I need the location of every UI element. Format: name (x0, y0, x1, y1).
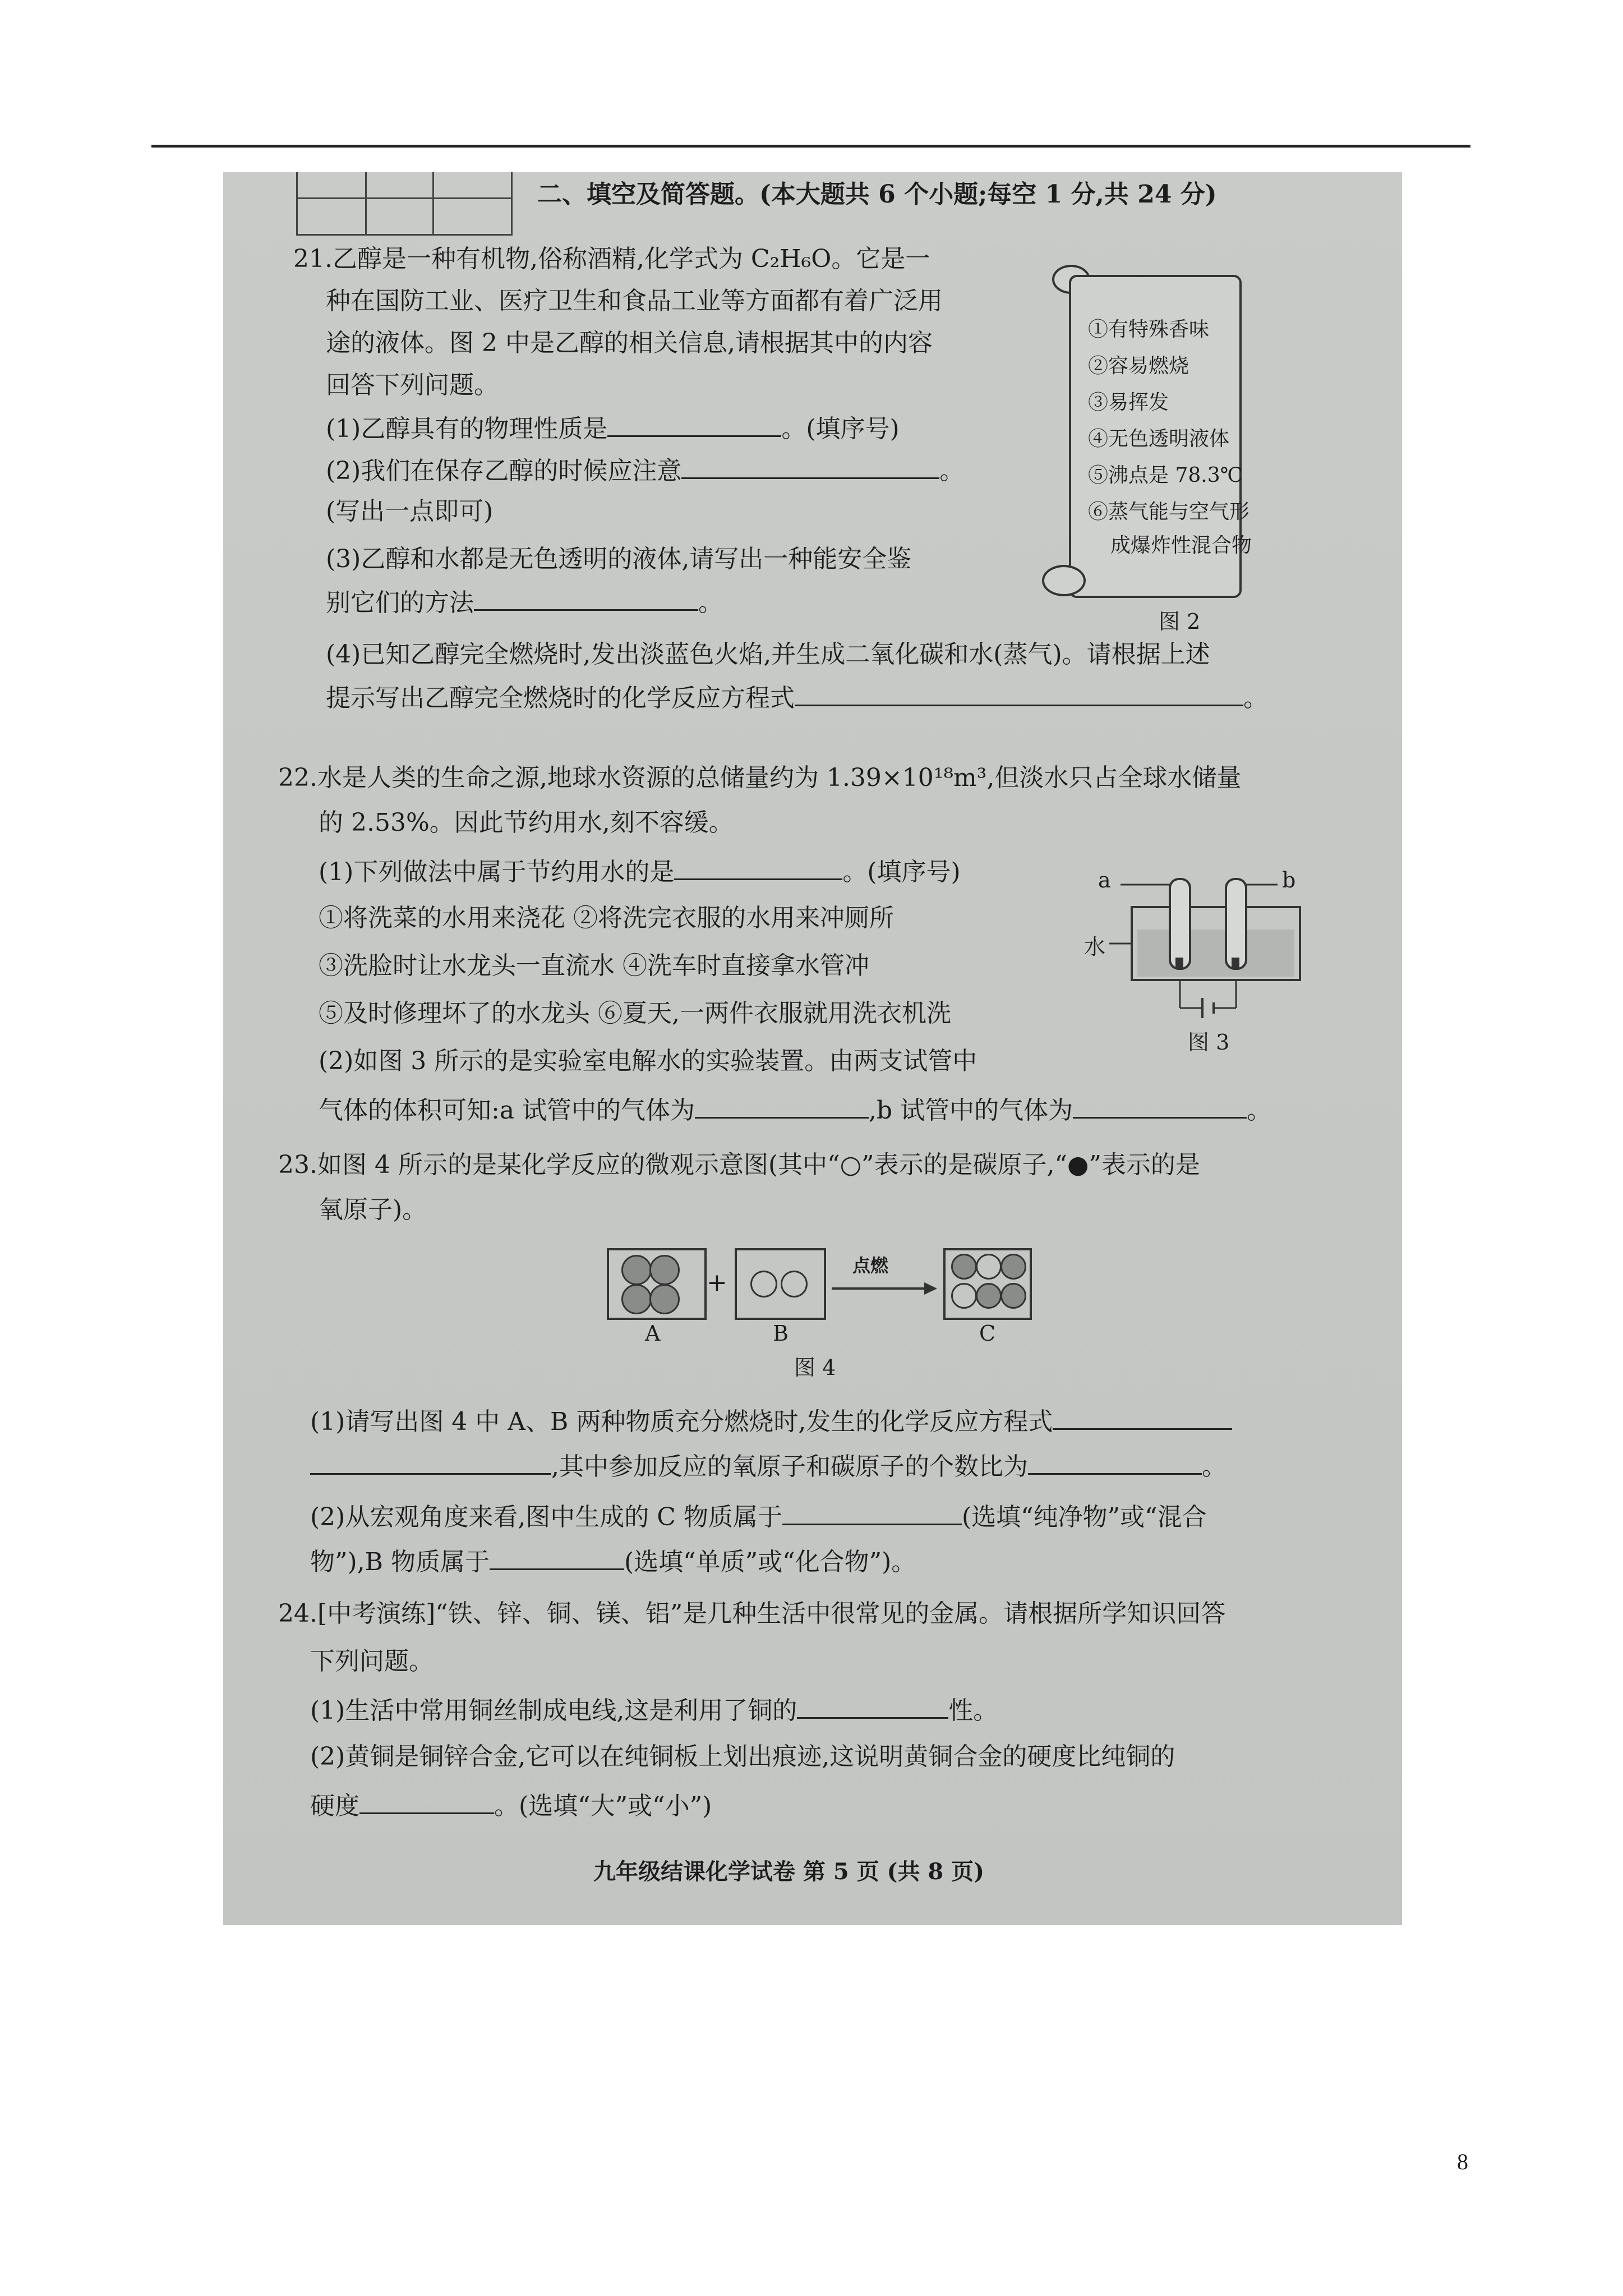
q22-part2-line1: (2)如图 3 所示的是实验室电解水的实验装置。由两支试管中 (319, 1047, 978, 1075)
figure3-label-water: 水 (1084, 935, 1106, 959)
q23-blank3[interactable] (1028, 1448, 1202, 1475)
oxygen-atom-icon (621, 1284, 652, 1314)
q23-line2: 氧原子)。 (319, 1195, 427, 1224)
q24-part2-line1: (2)黄铜是铜锌合金,它可以在纯铜板上划出痕迹,这说明黄铜合金的硬度比纯铜的 (310, 1742, 1175, 1771)
q21-part4: 提示写出乙醇完全燃烧时的化学反应方程式 。 (326, 680, 1268, 715)
q22-line1: 22.水是人类的生命之源,地球水资源的总储量约为 1.39×10¹⁸m³,但淡水只占全球水储量 (278, 763, 1242, 792)
q24-blank1[interactable] (797, 1692, 948, 1719)
q23-part2-line2: 物”),B 物质属于 (选填“单质”或“化合物”)。 (310, 1544, 916, 1579)
page-number: 8 (1457, 2149, 1468, 2174)
fig2-item: ⑤沸点是 78.3℃ (1088, 464, 1243, 487)
q22-blank2[interactable] (695, 1092, 869, 1119)
figure3-electrolysis-diagram (1098, 868, 1311, 1036)
q22-blank3[interactable] (1073, 1092, 1247, 1119)
figure3-label-a: a (1098, 868, 1111, 892)
q21-blank2[interactable] (681, 453, 939, 479)
q24-line2: 下列问题。 (310, 1647, 434, 1676)
q21-blank1[interactable] (607, 411, 781, 437)
figure4-plus: + (707, 1268, 727, 1297)
scanned-exam-page (223, 172, 1402, 1925)
q21-part2-line2: (写出一点即可) (326, 497, 494, 526)
figure3-label-b: b (1282, 868, 1296, 892)
section-title: 二、填空及简答题。(本大题共 6 个小题;每空 1 分,共 24 分) (537, 180, 1217, 209)
q21-part2: (2)我们在保存乙醇的时候应注意 。 (326, 453, 964, 488)
q23-part2: (2)从宏观角度来看,图中生成的 C 物质属于 (选填“纯净物”或“混合 (310, 1499, 1207, 1534)
q23-blank1[interactable] (1053, 1404, 1232, 1430)
q21-part4-line1: (4)已知乙醇完全燃烧时,发出淡蓝色火焰,并生成二氧化碳和水(蒸气)。请根据上述 (326, 640, 1210, 669)
oxygen-atom-icon (976, 1283, 1002, 1309)
figure4-box-B (735, 1248, 826, 1320)
q22-option-line3: ⑤及时修理坏了的水龙头 ⑥夏天,一两件衣服就用洗衣机洗 (319, 999, 951, 1028)
q24-part2: 硬度 。(选填“大”或“小”) (310, 1788, 712, 1823)
fig2-item: ③易挥发 (1088, 391, 1169, 414)
q23-blank5[interactable] (490, 1544, 624, 1570)
q22-line2: 的 2.53%。因此节约用水,刻不容缓。 (319, 808, 734, 837)
q21-line4: 回答下列问题。 (326, 371, 499, 399)
carbon-atom-icon (750, 1271, 777, 1297)
oxygen-atom-icon (1000, 1254, 1026, 1280)
oxygen-atom-icon (1000, 1283, 1026, 1309)
exam-footer: 九年级结课化学试卷 第 5 页 (共 8 页) (593, 1858, 985, 1885)
q24-blank2[interactable] (359, 1788, 494, 1814)
q22-option-line2: ③洗脸时让水龙头一直流水 ④洗车时直接拿水管冲 (319, 951, 869, 980)
fig2-item: 成爆炸性混合物 (1110, 534, 1252, 557)
q21-part3-line1: (3)乙醇和水都是无色透明的液体,请写出一种能安全鉴 (326, 545, 912, 573)
q21-blank4[interactable] (795, 680, 1243, 706)
scroll-curl-bottom (1042, 565, 1086, 596)
q22-option-line1: ①将洗菜的水用来浇花 ②将洗完衣服的水用来冲厕所 (319, 904, 894, 932)
q23-line1: 23.如图 4 所示的是某化学反应的微观示意图(其中“○”表示的是碳原子,“●”表示的是 (278, 1151, 1200, 1179)
oxygen-atom-icon (649, 1255, 680, 1285)
q23-part1-line2: ,其中参加反应的氧原子和碳原子的个数比为 。 (310, 1448, 1227, 1484)
q21-line3: 途的液体。图 2 中是乙醇的相关信息,请根据其中的内容 (326, 329, 933, 357)
q22-part2: 气体的体积可知:a 试管中的气体为 ,b 试管中的气体为 。 (319, 1092, 1271, 1128)
oxygen-atom-icon (621, 1255, 652, 1285)
figure4-box-C (943, 1248, 1032, 1320)
figure4-box-A (607, 1248, 707, 1320)
q23-blank4[interactable] (782, 1499, 962, 1525)
q24-part1: (1)生活中常用铜丝制成电线,这是利用了铜的 性。 (310, 1692, 998, 1728)
q21-line1: 21.乙醇是一种有机物,俗称酒精,化学式为 C₂H₆O。它是一 (293, 245, 930, 273)
figure2-caption: 图 2 (1159, 609, 1201, 634)
oxygen-atom-icon (951, 1254, 977, 1280)
oxygen-atom-icon (649, 1284, 680, 1314)
reaction-arrow-icon (832, 1280, 938, 1297)
figure4-label-B: B (773, 1321, 789, 1346)
top-rule (151, 145, 1470, 148)
fig2-item: ②容易燃烧 (1088, 355, 1189, 378)
q21-part1: (1)乙醇具有的物理性质是 。(填序号) (326, 411, 900, 446)
fig2-item: ⑥蒸气能与空气形 (1088, 500, 1250, 523)
q21-line2: 种在国防工业、医疗卫生和食品工业等方面都有着广泛用 (326, 287, 943, 315)
figure4-arrow-label: 点燃 (852, 1255, 889, 1276)
figure3-caption: 图 3 (1188, 1030, 1230, 1055)
q21-part3: 别它们的方法 。 (326, 585, 723, 620)
q22-blank1[interactable] (674, 854, 842, 880)
figure2-scroll (1069, 275, 1252, 598)
fig2-item: ①有特殊香味 (1088, 318, 1210, 341)
q23-part1: (1)请写出图 4 中 A、B 两种物质充分燃烧时,发生的化学反应方程式 (310, 1404, 1232, 1439)
figure4-caption: 图 4 (794, 1355, 836, 1380)
figure4-label-C: C (979, 1321, 996, 1346)
q22-part1: (1)下列做法中属于节约用水的是 。(填序号) (319, 854, 961, 889)
fig2-item: ④无色透明液体 (1088, 427, 1230, 450)
q23-blank2[interactable] (310, 1448, 551, 1475)
carbon-atom-icon (976, 1254, 1002, 1280)
q21-blank3[interactable] (474, 585, 698, 611)
q24-line1: 24.[中考演练]“铁、锌、铜、镁、铝”是几种生活中很常见的金属。请根据所学知识回答 (278, 1599, 1226, 1628)
answer-grid-fragment (296, 172, 513, 236)
carbon-atom-icon (781, 1271, 808, 1297)
carbon-atom-icon (951, 1283, 977, 1309)
figure4-label-A: A (645, 1321, 661, 1346)
